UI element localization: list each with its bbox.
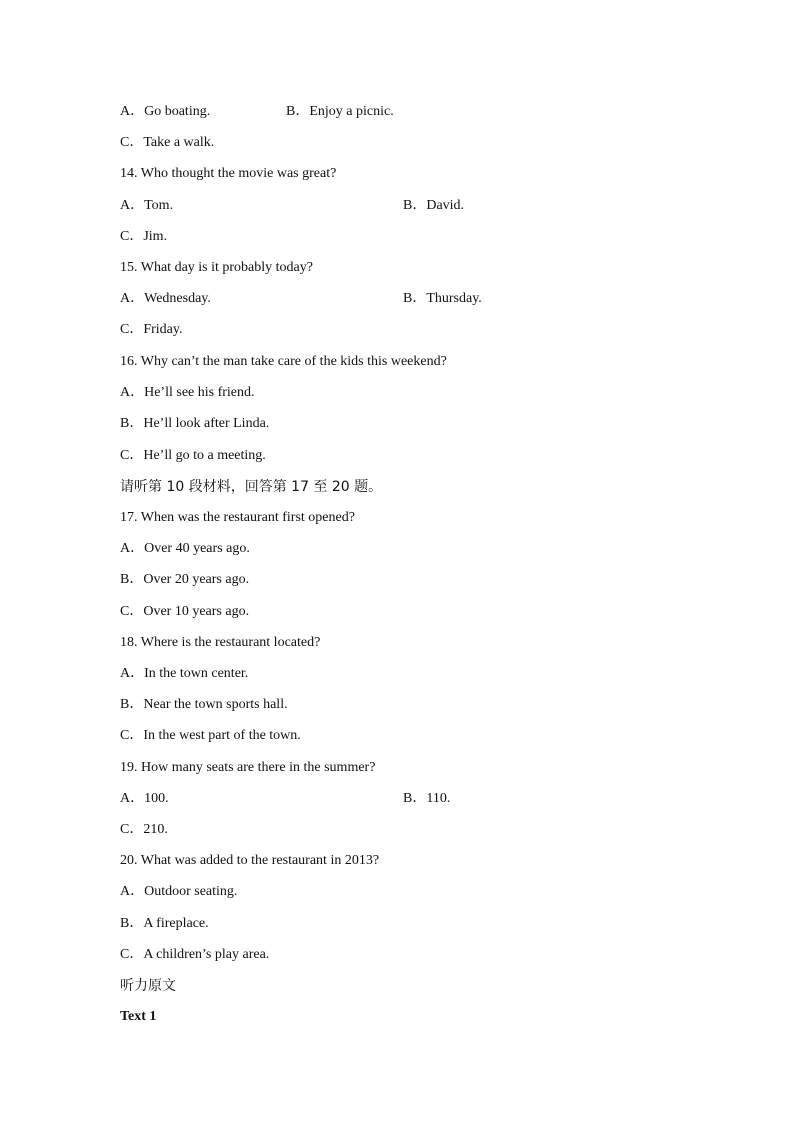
q18-option-a: A．In the town center.	[120, 666, 249, 681]
q17-option-c: C．Over 10 years ago.	[120, 604, 250, 619]
q13-option-c: C．Take a walk.	[120, 135, 215, 150]
q17-option-b: B．Over 20 years ago.	[120, 572, 250, 587]
q19-option-b: B．110.	[403, 791, 451, 806]
q14-option-row-1	[120, 197, 465, 215]
q19-question: 19. How many seats are there in the summer?	[120, 760, 376, 775]
q19-option-a: A．100.	[120, 791, 169, 806]
q20-option-c: C．A children’s play area.	[120, 947, 270, 962]
q13-option-a: A．Go boating.	[120, 104, 211, 119]
q16-question: 16. Why can’t the man take care of the kids this weekend?	[120, 354, 447, 369]
text-1-heading: Text 1	[120, 1009, 157, 1024]
q18-option-c: C．In the west part of the town.	[120, 728, 301, 743]
q13-option-b: B．Enjoy a picnic.	[286, 104, 394, 119]
q16-option-a: A．He’ll see his friend.	[120, 385, 255, 400]
q20-option-a: A．Outdoor seating.	[120, 884, 238, 899]
q14-option-a: A．Tom.	[120, 198, 174, 213]
section-instruction: 请听第 10 段材料，回答第 17 至 20 题。	[120, 479, 383, 495]
q15-option-a: A．Wednesday.	[120, 291, 211, 306]
q15-option-row-1	[120, 290, 482, 308]
q15-question: 15. What day is it probably today?	[120, 260, 313, 275]
q15-option-b: B．Thursday.	[403, 291, 482, 306]
q19-option-c: C．210.	[120, 822, 168, 837]
q17-option-a: A．Over 40 years ago.	[120, 541, 250, 556]
q16-option-c: C．He’ll go to a meeting.	[120, 448, 266, 463]
q16-option-b: B．He’ll look after Linda.	[120, 416, 270, 431]
q20-question: 20. What was added to the restaurant in 2013?	[120, 853, 380, 868]
q14-question: 14. Who thought the movie was great?	[120, 166, 337, 181]
q19-option-row-1	[120, 790, 451, 808]
q18-question: 18. Where is the restaurant located?	[120, 635, 321, 650]
q15-option-c: C．Friday.	[120, 322, 183, 337]
q14-option-c: C．Jim.	[120, 229, 168, 244]
q20-option-b: B．A fireplace.	[120, 916, 209, 931]
transcript-heading: 听力原文	[120, 978, 176, 994]
q17-question: 17. When was the restaurant first opened?	[120, 510, 355, 525]
q18-option-b: B．Near the town sports hall.	[120, 697, 288, 712]
q14-option-b: B．David.	[403, 198, 465, 213]
q13-option-row-1	[120, 103, 394, 121]
